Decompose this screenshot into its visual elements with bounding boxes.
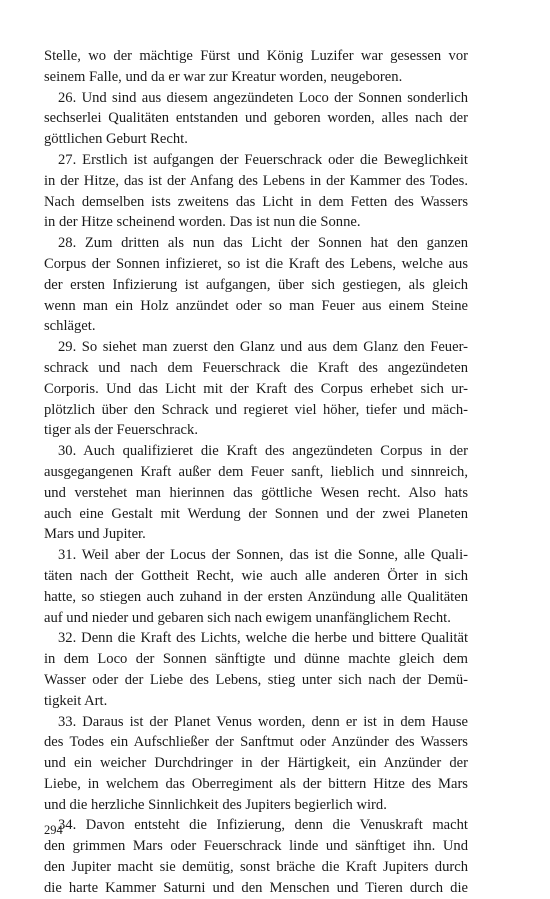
text-line: Stelle, wo der mächtige Fürst und König Luzifer war gesessen vor (44, 48, 468, 64)
paragraph (44, 233, 468, 337)
text-line: auch eine Gestalt mit Werdung der Sonnen und der zwei Planeten (44, 505, 468, 522)
text-line: seinem Falle, und da er war zur Kreatur worden, neugeboren. (44, 68, 403, 85)
text-line: 32. Denn die Kraft des Lichts, welche die herbe und bittere Qualität (58, 630, 468, 647)
text-line: Wasser oder der Liebe des Lebens, stieg unter sich nach der Demü- (44, 671, 468, 688)
text-line: ausgegangenen Kraft außer dem Feuer sanft, lieblich und sinnreich, (44, 463, 468, 480)
text-line: 31. Weil aber der Locus der Sonnen, das ist die Sonne, alle Quali- (58, 547, 468, 564)
text-line: tiger als der Feuerschrack. (44, 422, 198, 439)
text-line: in der Hitze, das ist der Anfang des Lebens in der Kammer des Todes. (44, 172, 468, 189)
text-line: Liebe, in welchem das Oberregiment als der bittern Hitze des Mars (44, 775, 468, 792)
paragraph (44, 545, 468, 628)
text-line: wenn man ein Holz anzündet oder so man Feuer aus einem Steine (44, 297, 468, 314)
text-line: und die herzliche Sinnlichkeit des Jupiters begierlich wird. (44, 796, 387, 813)
text-line: göttlichen Geburt Recht. (44, 131, 188, 148)
text-line: und ein weicher Durchdringer in der Härtigkeit, ein Anzünder der (44, 755, 468, 772)
paragraph (44, 88, 468, 150)
text-line: auf und nieder und gebaren sich nach ewigem unanfänglichem Recht. (44, 609, 451, 626)
text-line: Mars und Jupiter. (44, 526, 146, 543)
paragraph (44, 815, 468, 898)
text-line: 26. Und sind aus diesem angezündeten Loco der Sonnen sonderlich (58, 89, 468, 106)
paragraph (44, 337, 468, 441)
text-line: täten nach der Gottheit Recht, wie auch alle anderen Örter in sich (44, 567, 468, 584)
text-line: 29. So siehet man zuerst den Glanz und aus dem Glanz den Feuer- (58, 339, 468, 356)
text-line: 27. Erstlich ist aufgangen der Feuerschrack oder die Beweglichkeit (58, 151, 468, 168)
text-line: des Todes ein Aufschließer der Sanftmut oder Anzünder des Wassers (44, 734, 468, 751)
text-line: in der Hitze scheinend worden. Das ist nun die Sonne. (44, 214, 361, 231)
text-line: den grimmen Mars oder Feuerschrack linde und sänftiget ihn. Und (44, 838, 468, 855)
text-line: die harte Kammer Saturni und den Menschen und Tieren durch die (44, 879, 468, 896)
text-line: Corpus der Sonnen infizieret, so ist die Kraft des Lebens, welche aus (44, 255, 468, 272)
text-line: den Jupiter macht sie demütig, sonst bräche die Kraft Jupiters durch (44, 859, 468, 876)
text-line: tigkeit Art. (44, 692, 108, 709)
paragraph (44, 628, 468, 711)
text-line: schläget. (44, 318, 96, 335)
text-line: 33. Daraus ist der Planet Venus worden, denn er ist in dem Hause (58, 713, 468, 730)
text-line: 30. Auch qualifizieret die Kraft des angezündeten Corpus in der (58, 443, 468, 460)
text-line: und verstehet man hierinnen das göttliche Wesen recht. Also hats (44, 484, 468, 501)
paragraph (44, 150, 468, 233)
page-body-text (44, 46, 468, 899)
page-number: 294 (44, 823, 63, 837)
text-line: hatte, so stiegen auch zuhand in der ersten Anzündung alle Qualitäten (44, 588, 468, 605)
text-line: in dem Loco der Sonnen sänftigte und dünne machte gleich dem (44, 651, 468, 668)
paragraph (44, 712, 468, 816)
text-line: 34. Davon entsteht die Infizierung, denn die Venuskraft macht (58, 817, 468, 834)
text-line: sechserlei Qualitäten entstanden und geboren worden, alles nach der (44, 110, 468, 127)
paragraph (44, 441, 468, 545)
text-line: plötzlich über den Schrack und regieret viel höher, tiefer und mäch- (44, 401, 468, 418)
text-line: Nach demselben ists zweitens das Licht in dem Fetten des Wassers (44, 193, 468, 210)
text-line: 28. Zum dritten als nun das Licht der Sonnen hat den ganzen (58, 235, 468, 252)
text-line: schrack und nach dem Feuerschrack die Kraft des angezündeten (44, 359, 468, 376)
text-line: der ersten Infizierung ist aufgangen, über sich gestiegen, als gleich (44, 276, 468, 293)
paragraph (44, 46, 468, 88)
text-line: Corporis. Und das Licht mit der Kraft des Corpus erhebet sich ur- (44, 380, 468, 397)
